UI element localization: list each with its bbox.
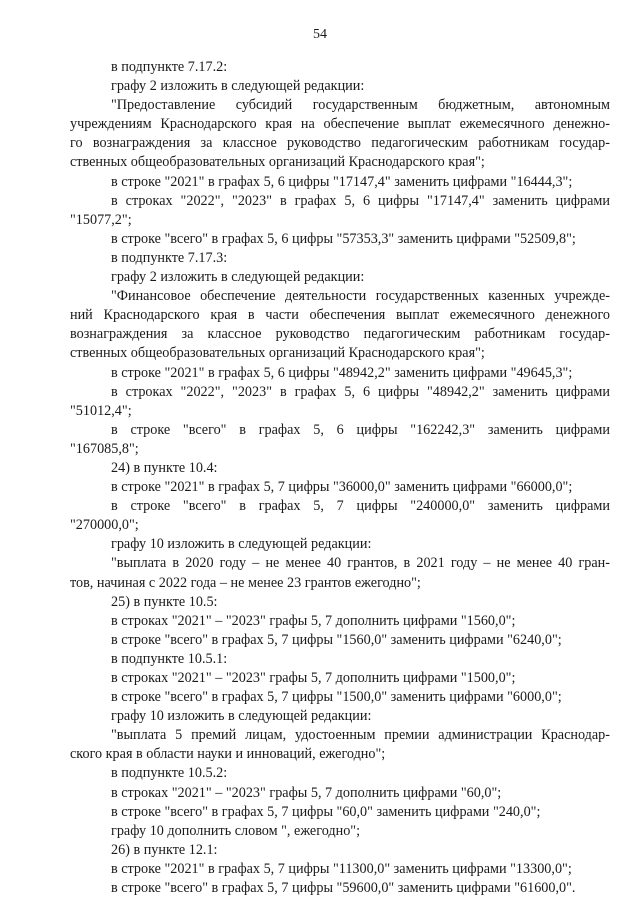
text-line: "выплата 5 премий лицам, удостоенным премии администрации Краснодар- — [111, 727, 610, 744]
text-line: вознаграждения за классное руководство педагогическим работникам государ- — [70, 326, 610, 343]
text-line: ского края в области науки и инноваций, ежегодно"; — [70, 746, 386, 763]
text-line: 26) в пункте 12.1: — [111, 841, 218, 858]
text-line: в строках "2021" – "2023" графы 5, 7 дополнить цифрами "1500,0"; — [111, 670, 516, 686]
text-line: го вознаграждения за классное руководство педагогическим работникам государ- — [70, 135, 610, 152]
text-line: "167085,8"; — [70, 440, 139, 457]
text-line: в строках "2021" – "2023" графы 5, 7 дополнить цифрами "1560,0"; — [111, 612, 516, 629]
text-line: 24) в пункте 10.4: — [111, 459, 218, 476]
text-line: "Финансовое обеспечение деятельности государственных казенных учрежде- — [111, 288, 610, 305]
text-line: в строке "2021" в графах 5, 6 цифры "48942,2" заменить цифрами "49645,3"; — [111, 364, 573, 381]
text-line: в строке "всего" в графах 5, 7 цифры "60,0" заменить цифрами "240,0"; — [111, 803, 541, 820]
text-line: в строке "2021" в графах 5, 7 цифры "36000,0" заменить цифрами "66000,0"; — [111, 479, 573, 496]
text-line: тов, начиная с 2022 года – не менее 23 грантов ежегодно"; — [70, 574, 421, 591]
page-number: 54 — [313, 27, 327, 42]
text-line: в строке "всего" в графах 5, 7 цифры "1500,0" заменить цифрами "6000,0"; — [111, 689, 562, 706]
text-line: учреждениям Краснодарского края на обеспечение выплат ежемесячного денежно- — [70, 116, 610, 133]
text-line: в строке "всего" в графах 5, 7 цифры "1560,0" заменить цифрами "6240,0"; — [111, 631, 562, 648]
text-line: "Предоставление субсидий государственным бюджетным, автономным — [111, 97, 610, 114]
text-line: в строке "всего" в графах 5, 7 цифры "59600,0" заменить цифрами "61600,0". — [111, 880, 576, 897]
text-line: в строках "2022", "2023" в графах 5, 6 цифры "48942,2" заменить цифрами — [111, 383, 610, 400]
text-line: в подпункте 7.17.2: — [111, 59, 228, 75]
text-line: ний Краснодарского края в части обеспечения выплат ежемесячного денежного — [70, 307, 610, 324]
text-line: ственных общеобразовательных организаций Краснодарского края"; — [70, 345, 485, 362]
text-line: "выплата в 2020 году – не менее 40 грантов, в 2021 году – не менее 40 гран- — [111, 555, 610, 572]
text-line: "51012,4"; — [70, 402, 132, 419]
text-line: в строке "2021" в графах 5, 6 цифры "17147,4" заменить цифрами "16444,3"; — [111, 173, 573, 190]
text-line: в строках "2021" – "2023" графы 5, 7 дополнить цифрами "60,0"; — [111, 784, 502, 801]
text-line: графу 10 изложить в следующей редакции: — [111, 708, 372, 725]
text-line: в подпункте 7.17.3: — [111, 249, 228, 266]
text-line: "15077,2"; — [70, 211, 132, 228]
text-line: графу 10 дополнить словом ", ежегодно"; — [111, 822, 361, 839]
text-line: в подпункте 10.5.2: — [111, 765, 228, 782]
text-line: "270000,0"; — [70, 517, 139, 534]
text-line: графу 2 изложить в следующей редакции: — [111, 78, 365, 95]
text-line: в строке "всего" в графах 5, 6 цифры "57353,3" заменить цифрами "52509,8"; — [111, 230, 576, 247]
document-body — [70, 58, 610, 898]
text-line: графу 2 изложить в следующей редакции: — [111, 269, 365, 286]
text-line: графу 10 изложить в следующей редакции: — [111, 536, 372, 553]
text-line: в строке "всего" в графах 5, 7 цифры "240000,0" заменить цифрами — [111, 498, 610, 515]
text-line: в подпункте 10.5.1: — [111, 650, 228, 667]
text-line: в строках "2022", "2023" в графах 5, 6 цифры "17147,4" заменить цифрами — [111, 192, 610, 209]
text-line: 25) в пункте 10.5: — [111, 593, 218, 610]
text-line: в строке "2021" в графах 5, 7 цифры "11300,0" заменить цифрами "13300,0"; — [111, 860, 572, 877]
text-line: в строке "всего" в графах 5, 6 цифры "162242,3" заменить цифрами — [111, 421, 610, 438]
text-line: ственных общеобразовательных организаций Краснодарского края"; — [70, 154, 485, 171]
